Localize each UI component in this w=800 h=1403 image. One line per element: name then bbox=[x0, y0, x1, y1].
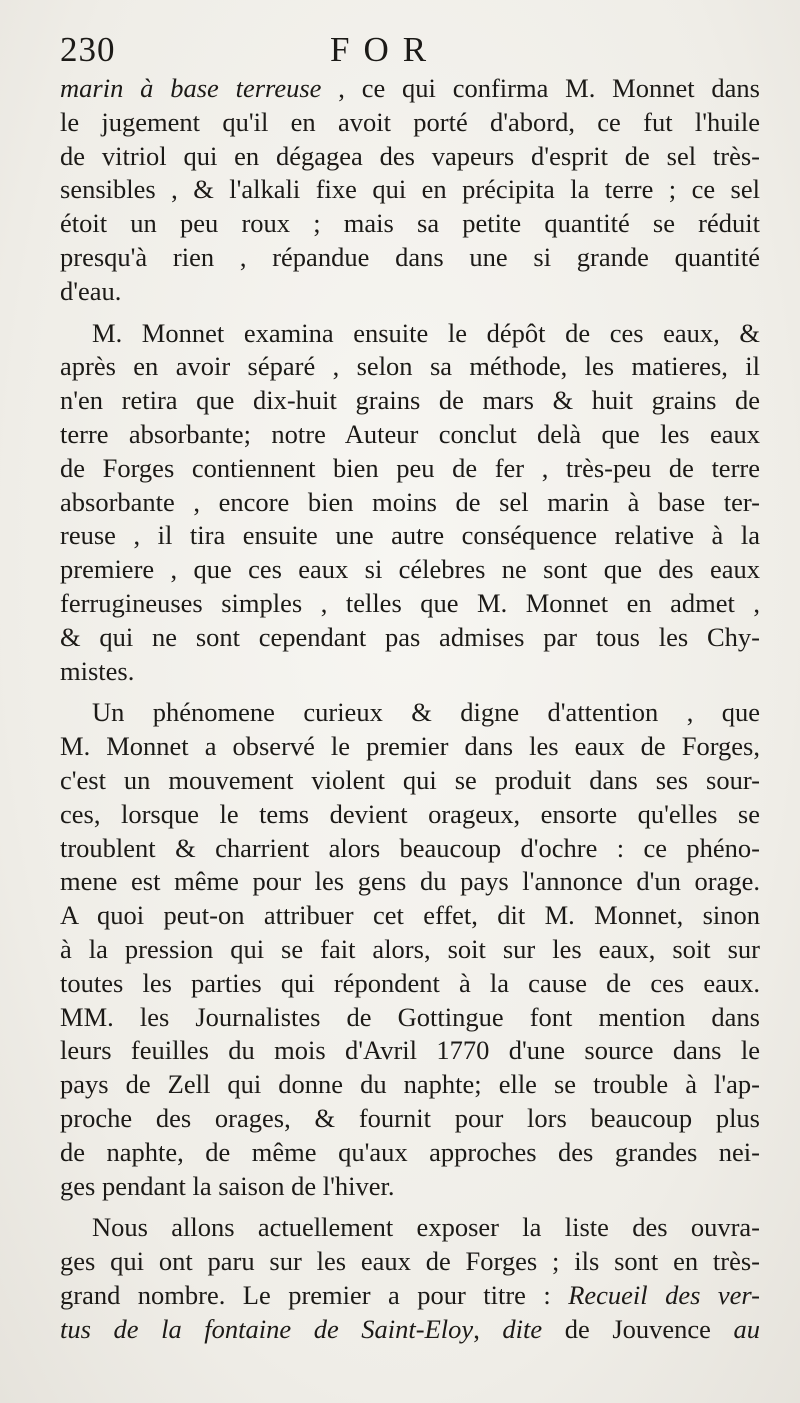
text-segment: terre absorbante; notre Auteur conclut delà que les eaux bbox=[60, 418, 760, 449]
text-segment: M. Monnet examina ensuite le dépôt de ces eaux, & bbox=[92, 317, 760, 348]
text-segment: toutes les parties qui répondent à la cause de ces eaux. bbox=[60, 967, 760, 998]
italic-segment: tus de la fontaine de Saint-Eloy bbox=[60, 1313, 474, 1344]
text-line bbox=[60, 1001, 760, 1035]
text-segment: ges qui ont paru sur les eaux de Forges ; ils sont en très- bbox=[60, 1246, 760, 1277]
text-line bbox=[60, 317, 760, 351]
text-line bbox=[60, 1313, 760, 1347]
text-segment: à la pression qui se fait alors, soit sur les eaux, soit sur bbox=[60, 933, 760, 964]
text-segment: pays de Zell qui donne du naphte; elle se trouble à l'ap- bbox=[60, 1069, 760, 1100]
text-line bbox=[60, 1245, 760, 1279]
text-segment: absorbante , encore bien moins de sel marin à base ter- bbox=[60, 486, 760, 517]
italic-segment: dite bbox=[502, 1313, 543, 1344]
italic-segment: marin à base terreuse bbox=[60, 73, 322, 103]
text-line bbox=[60, 1068, 760, 1102]
text-line bbox=[60, 486, 760, 520]
text-line bbox=[60, 1102, 760, 1136]
text-line bbox=[60, 207, 760, 241]
text-line bbox=[60, 1211, 760, 1245]
text-segment: sensibles , & l'alkali fixe qui en précipita la terre ; ce sel bbox=[60, 174, 760, 205]
text-line bbox=[60, 764, 760, 798]
text-line bbox=[60, 452, 760, 486]
text-segment: premiere , que ces eaux si célebres ne sont que des eaux bbox=[60, 554, 760, 585]
text-line bbox=[60, 696, 760, 730]
text-segment: leurs feuilles du mois d'Avril 1770 d'une source dans le bbox=[60, 1035, 760, 1066]
italic-segment: au bbox=[733, 1313, 761, 1344]
text-line bbox=[60, 519, 760, 553]
text-line bbox=[60, 621, 760, 655]
text-segment: n'en retira que dix-huit grains de mars & huit grains de bbox=[60, 385, 760, 416]
text-line bbox=[60, 1034, 760, 1068]
text-line bbox=[60, 384, 760, 418]
text-line bbox=[60, 72, 760, 106]
text-segment: , bbox=[473, 1313, 503, 1344]
text-segment: presqu'à rien , répandue dans une si grande quantité bbox=[60, 241, 760, 272]
text-segment: troublent & charrient alors beaucoup d'ochre : ce phéno- bbox=[60, 832, 760, 863]
text-line bbox=[60, 275, 760, 309]
text-line bbox=[60, 967, 760, 1001]
text-segment: mistes. bbox=[60, 655, 135, 686]
text-segment: ces, lorsque le tems devient orageux, ensorte qu'elles se bbox=[60, 798, 760, 829]
text-segment: M. Monnet a observé le premier dans les eaux de Forges, bbox=[60, 731, 760, 762]
text-segment: proche des orages, & fournit pour lors beaucoup plus bbox=[60, 1102, 760, 1133]
text-segment: reuse , il tira ensuite une autre conséquence relative à la bbox=[60, 520, 760, 551]
text-segment: & qui ne sont cependant pas admises par tous les Chy- bbox=[60, 621, 760, 652]
text-line bbox=[60, 655, 760, 689]
page-number: 230 bbox=[60, 30, 116, 69]
text-line bbox=[60, 899, 760, 933]
text-line bbox=[60, 173, 760, 207]
text-segment: étoit un peu roux ; mais sa petite quantité se réduit bbox=[60, 208, 760, 239]
text-segment: ges pendant la saison de l'hiver. bbox=[60, 1170, 395, 1201]
text-segment: , ce qui confirma M. Monnet dans bbox=[321, 73, 760, 103]
italic-segment: Recueil des ver- bbox=[568, 1279, 760, 1310]
text-line bbox=[60, 1279, 760, 1313]
text-line bbox=[60, 140, 760, 174]
running-title: FOR bbox=[330, 30, 441, 69]
paragraph-gap bbox=[60, 688, 760, 696]
text-line bbox=[60, 241, 760, 275]
text-line bbox=[60, 798, 760, 832]
text-line bbox=[60, 865, 760, 899]
text-segment: Un phénomene curieux & digne d'attention , que bbox=[92, 697, 760, 728]
text-segment: MM. les Journalistes de Gottingue font mention dans bbox=[60, 1001, 760, 1032]
running-head bbox=[60, 30, 760, 70]
paragraph-gap bbox=[60, 309, 760, 317]
text-segment: c'est un mouvement violent qui se produit dans ses sour- bbox=[60, 764, 760, 795]
body-text bbox=[60, 72, 760, 1346]
text-line bbox=[60, 587, 760, 621]
text-segment: de Forges contiennent bien peu de fer , très-peu de terre bbox=[60, 452, 760, 483]
text-line bbox=[60, 1170, 760, 1204]
text-line bbox=[60, 1136, 760, 1170]
text-segment: A quoi peut-on attribuer cet effet, dit M. Monnet, sinon bbox=[60, 900, 760, 931]
text-segment: le jugement qu'il en avoit porté d'abord, ce fut l'huile bbox=[60, 106, 760, 137]
text-segment: mene est même pour les gens du pays l'annonce d'un orage. bbox=[60, 866, 760, 897]
text-line bbox=[60, 933, 760, 967]
text-segment: d'eau. bbox=[60, 275, 122, 306]
text-segment: grand nombre. Le premier a pour titre : bbox=[60, 1279, 569, 1310]
text-segment: Nous allons actuellement exposer la liste des ouvra- bbox=[92, 1212, 760, 1243]
text-segment: après en avoir séparé , selon sa méthode, les matieres, il bbox=[60, 351, 760, 382]
text-line bbox=[60, 350, 760, 384]
text-line bbox=[60, 730, 760, 764]
text-line bbox=[60, 106, 760, 140]
text-segment: de naphte, de même qu'aux approches des grandes nei- bbox=[60, 1136, 760, 1167]
text-segment: de Jouvence bbox=[542, 1313, 734, 1344]
text-line bbox=[60, 553, 760, 587]
paragraph-gap bbox=[60, 1203, 760, 1211]
text-segment: de vitriol qui en dégagea des vapeurs d'esprit de sel très- bbox=[60, 140, 760, 171]
text-line bbox=[60, 418, 760, 452]
text-segment: ferrugineuses simples , telles que M. Monnet en admet , bbox=[60, 587, 760, 618]
text-line bbox=[60, 832, 760, 866]
